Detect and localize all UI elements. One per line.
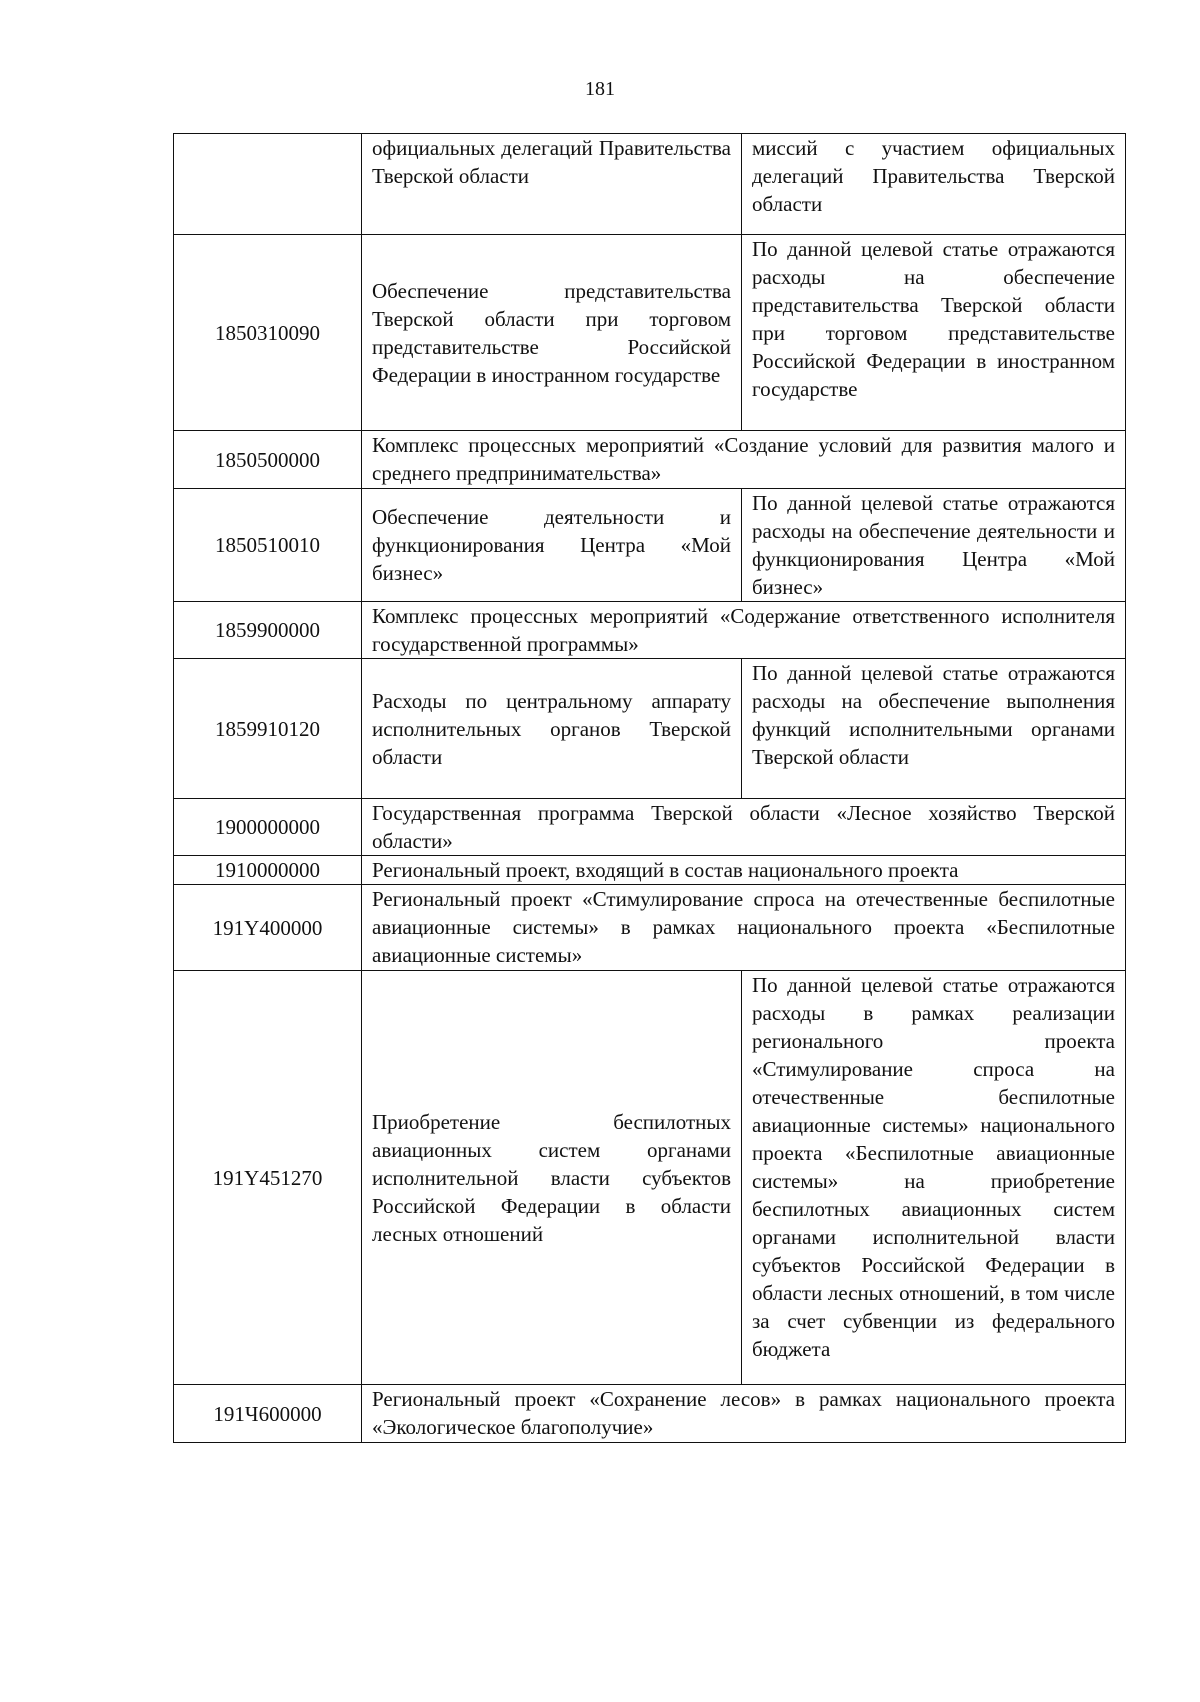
- name-cell: официальных делегаций Правительства Тверской области: [362, 134, 742, 235]
- description-cell: По данной целевой статье отражаются расходы на обеспечение представительства Тверской области при торговом представительстве Российской Федерации в иностранном государстве: [742, 235, 1126, 431]
- code-cell: 1850510010: [174, 489, 362, 602]
- span-cell: Комплекс процессных мероприятий «Содержание ответственного исполнителя государственной программы»: [362, 602, 1126, 659]
- span-cell: Региональный проект «Сохранение лесов» в рамках национального проекта «Экологическое благополучие»: [362, 1385, 1126, 1443]
- code-cell: 191Y400000: [174, 885, 362, 971]
- budget-classification-table: [173, 133, 1126, 1443]
- description-cell: По данной целевой статье отражаются расходы на обеспечение деятельности и функционирования Центра «Мой бизнес»: [742, 489, 1126, 602]
- table-row: [174, 134, 1126, 235]
- table-row: [174, 235, 1126, 431]
- description-cell: По данной целевой статье отражаются расходы на обеспечение выполнения функций исполнительными органами Тверской области: [742, 659, 1126, 799]
- description-cell: По данной целевой статье отражаются расходы в рамках реализации регионального проекта «Стимулирование спроса на отечественные беспилотные авиационные системы» национального проекта «Беспилотные авиационные системы» на приобретение беспилотных авиационных систем органами исполнительной власти субъектов Российской Федерации в области лесных отношений, в том числе за счет субвенции из федерального бюджета: [742, 971, 1126, 1385]
- name-cell: Обеспечение деятельности и функционирования Центра «Мой бизнес»: [362, 489, 742, 602]
- table-row: [174, 431, 1126, 489]
- span-cell: Государственная программа Тверской области «Лесное хозяйство Тверской области»: [362, 799, 1126, 856]
- code-cell: 1910000000: [174, 856, 362, 885]
- table-row: [174, 799, 1126, 856]
- code-cell: 1850310090: [174, 235, 362, 431]
- code-cell: [174, 134, 362, 235]
- name-cell: Приобретение беспилотных авиационных систем органами исполнительной власти субъектов Российской Федерации в области лесных отношений: [362, 971, 742, 1385]
- name-cell: Расходы по центральному аппарату исполнительных органов Тверской области: [362, 659, 742, 799]
- span-cell: Региональный проект, входящий в состав национального проекта: [362, 856, 1126, 885]
- table-row: [174, 856, 1126, 885]
- table-row: [174, 602, 1126, 659]
- table-row: [174, 659, 1126, 799]
- table-row: [174, 885, 1126, 971]
- code-cell: 1850500000: [174, 431, 362, 489]
- span-cell: Комплекс процессных мероприятий «Создание условий для развития малого и среднего предпринимательства»: [362, 431, 1126, 489]
- description-cell: миссий с участием официальных делегаций Правительства Тверской области: [742, 134, 1126, 235]
- code-cell: 191Ч600000: [174, 1385, 362, 1443]
- table-row: [174, 489, 1126, 602]
- code-cell: 1859900000: [174, 602, 362, 659]
- code-cell: 1900000000: [174, 799, 362, 856]
- code-cell: 191Y451270: [174, 971, 362, 1385]
- span-cell: Региональный проект «Стимулирование спроса на отечественные беспилотные авиационные системы» в рамках национального проекта «Беспилотные авиационные системы»: [362, 885, 1126, 971]
- table-row: [174, 971, 1126, 1385]
- page-number: 181: [585, 78, 615, 100]
- code-cell: 1859910120: [174, 659, 362, 799]
- name-cell: Обеспечение представительства Тверской области при торговом представительстве Российской Федерации в иностранном государстве: [362, 235, 742, 431]
- table-row: [174, 1385, 1126, 1443]
